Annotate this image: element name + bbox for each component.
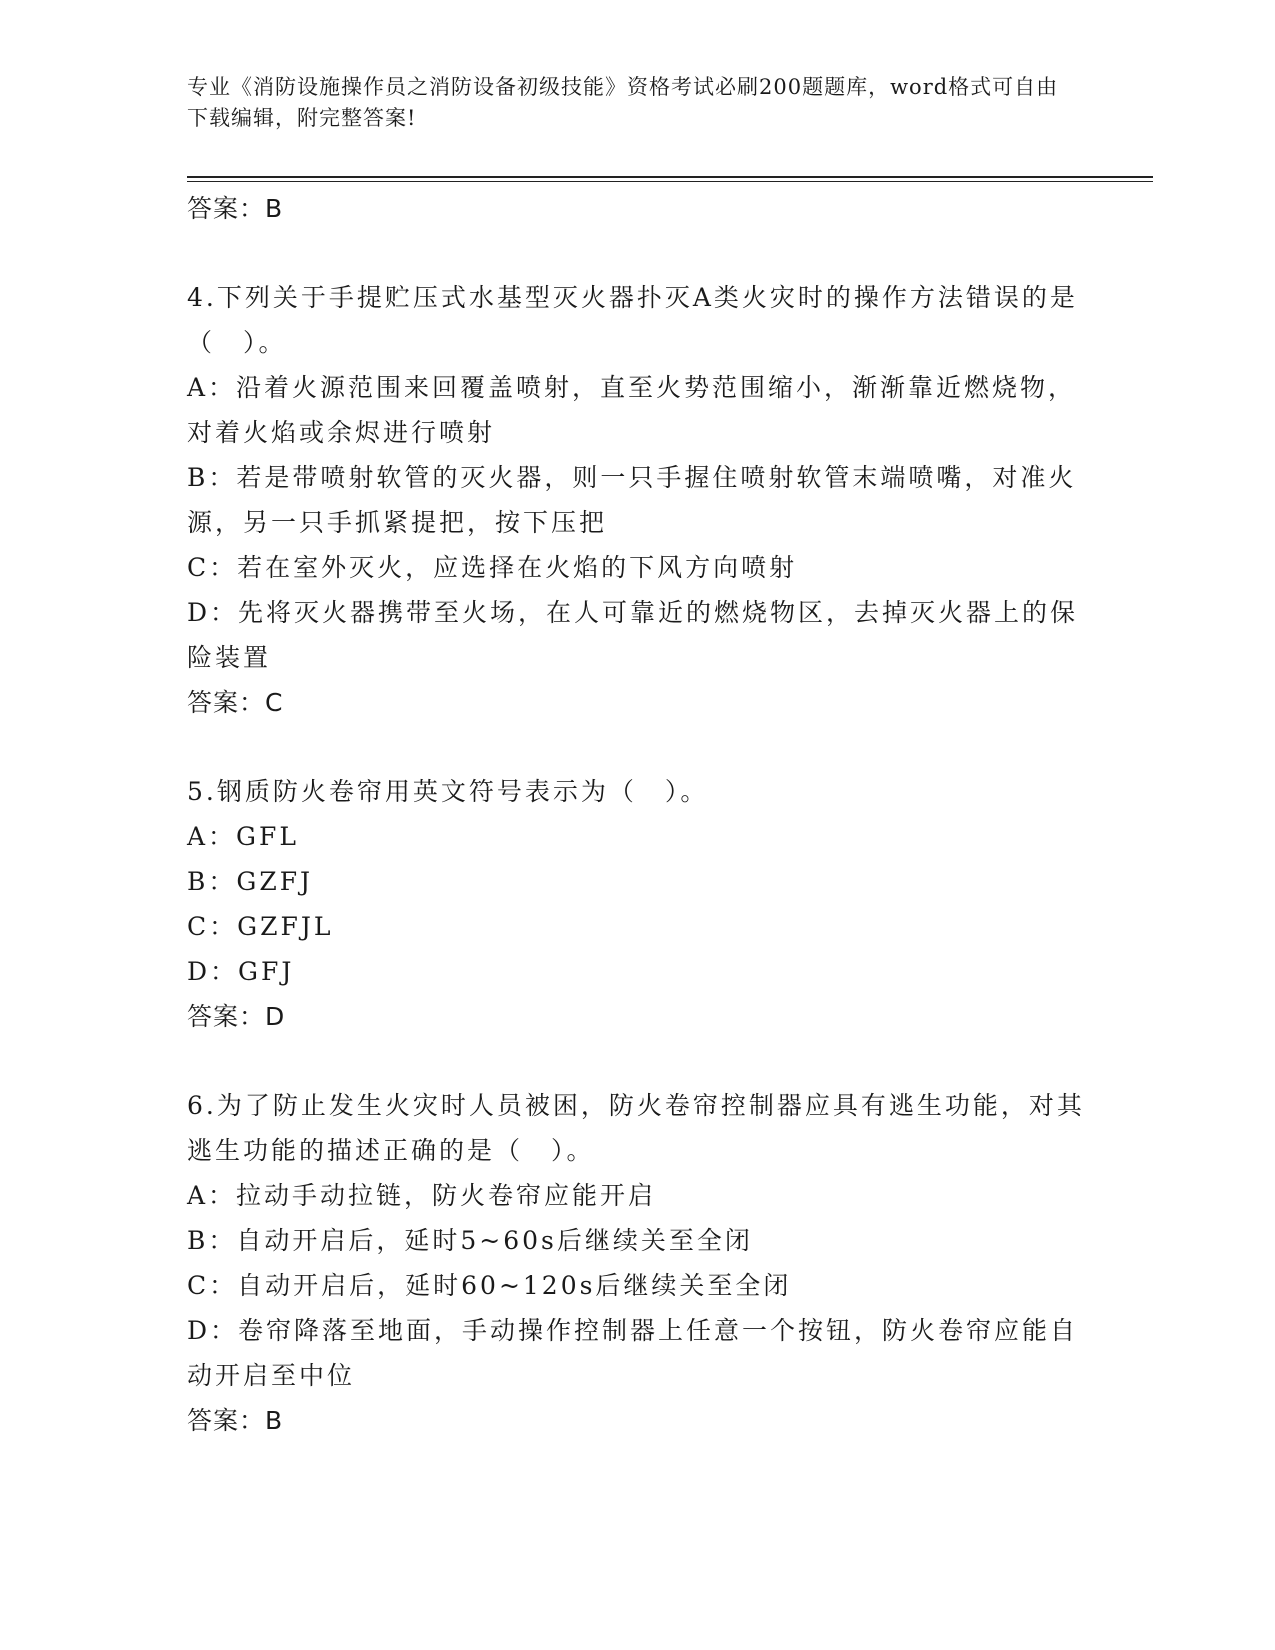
option-c: C：GZFJL	[187, 912, 334, 941]
option-a: A：沿着火源范围来回覆盖喷射，直至火势范围缩小，渐渐靠近燃烧物，对着火焰或余烬进行喷射	[187, 373, 1077, 447]
answer-line: 答案：C	[187, 688, 284, 717]
question-4	[187, 275, 1087, 725]
document-body	[187, 186, 1087, 1443]
option-a: A：GFL	[187, 822, 299, 851]
option-b: B：若是带喷射软管的灭火器，则一只手握住喷射软管末端喷嘴，对准火源，另一只手抓紧提把，按下压把	[187, 463, 1077, 537]
question-stem: 4.下列关于手提贮压式水基型灭火器扑灭A类火灾时的操作方法错误的是（ ）。	[187, 283, 1078, 357]
option-d: D：先将灭火器携带至火场，在人可靠近的燃烧物区，去掉灭火器上的保险装置	[187, 598, 1079, 672]
question-6	[187, 1083, 1087, 1443]
option-c: C：若在室外灭火，应选择在火焰的下风方向喷射	[187, 553, 798, 582]
answer-line: 答案：B	[187, 194, 284, 223]
option-a: A：拉动手动拉链，防火卷帘应能开启	[187, 1181, 657, 1210]
option-d: D：卷帘降落至地面，手动操作控制器上任意一个按钮，防火卷帘应能自动开启至中位	[187, 1316, 1079, 1390]
option-b: B：自动开启后，延时5~60s后继续关至全闭	[187, 1226, 753, 1255]
answer-line: 答案：B	[187, 1406, 284, 1435]
option-d: D：GFJ	[187, 957, 295, 986]
header-divider-thick	[187, 176, 1153, 178]
option-c: C：自动开启后，延时60~120s后继续关至全闭	[187, 1271, 792, 1300]
question-stem: 6.为了防止发生火灾时人员被困，防火卷帘控制器应具有逃生功能，对其逃生功能的描述正确的是（ ）。	[187, 1091, 1085, 1165]
option-b: B：GZFJ	[187, 867, 314, 896]
header-divider-thin	[187, 181, 1153, 182]
question-stem: 5.钢质防火卷帘用英文符号表示为（ ）。	[187, 777, 709, 806]
document-header: 专业《消防设施操作员之消防设备初级技能》资格考试必刷200题题库，word格式可自由下载编辑，附完整答案!	[187, 75, 1059, 130]
answer-line: 答案：D	[187, 1002, 286, 1031]
question-5	[187, 769, 1087, 1039]
